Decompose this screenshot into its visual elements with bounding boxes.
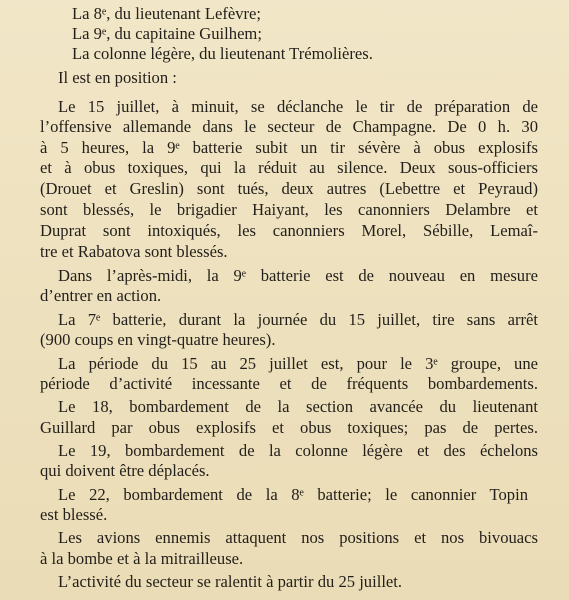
text-line: d’entrer en action.: [40, 286, 162, 305]
text-line: Le 15 juillet, à minuit, se déclanche le tir de préparation de: [58, 97, 538, 116]
text-line: Duprat sont intoxiqués, les canonniers Morel, Sébille, Lemaî-: [40, 221, 538, 240]
text-line: Les avions ennemis attaquent nos positions et nos bivouacs: [58, 528, 538, 547]
text-line: à 5 heures, la 9ᵉ batterie subit un tir sévère à obus explosifs: [40, 138, 538, 157]
text-line: à la bombe et à la mitrailleuse.: [40, 549, 244, 568]
text-line: Le 19, bombardement de la colonne légère et des échelons: [58, 441, 538, 460]
text-line: La 9ᵉ, du capitaine Guilhem;: [72, 24, 262, 43]
text-line: Le 22, bombardement de la 8ᵉ batterie; le canonnier Topin: [58, 485, 528, 504]
text-line: l’offensive allemande dans le secteur de Champagne. De 0 h. 30: [40, 117, 538, 136]
text-line: Le 18, bombardement de la section avancée du lieutenant: [58, 397, 538, 416]
text-line: période d’activité incessante et de fréquents bombardements.: [40, 374, 538, 393]
text-line: (900 coups en vingt-quatre heures).: [40, 330, 276, 349]
text-line: est blessé.: [40, 505, 108, 524]
text-line: (Drouet et Greslin) sont tués, deux autres (Lebettre et Peyraud): [40, 179, 538, 198]
text-line: La colonne légère, du lieutenant Trémolières.: [72, 44, 373, 63]
text-line: et à obus toxiques, qui la réduit au silence. Deux sous-officiers: [40, 158, 538, 177]
text-line: La période du 15 au 25 juillet est, pour le 3ᵉ groupe, une: [58, 354, 538, 373]
text-line: Il est en position :: [58, 68, 177, 87]
text-line: La 7ᵉ batterie, durant la journée du 15 juillet, tire sans arrêt: [58, 310, 538, 329]
text-line: Guillard par obus explosifs et obus toxiques; pas de pertes.: [40, 418, 538, 437]
text-line: Dans l’après-midi, la 9ᵉ batterie est de nouveau en mesure: [58, 266, 538, 285]
text-line: L’activité du secteur se ralentit à partir du 25 juillet.: [58, 572, 403, 591]
text-line: tre et Rabatova sont blessés.: [40, 242, 228, 261]
text-line: qui doivent être déplacés.: [40, 461, 210, 480]
text-line: La 8ᵉ, du lieutenant Lefèvre;: [72, 4, 262, 23]
text-line: sont blessés, le brigadier Haiyant, les canonniers Delambre et: [40, 200, 538, 219]
